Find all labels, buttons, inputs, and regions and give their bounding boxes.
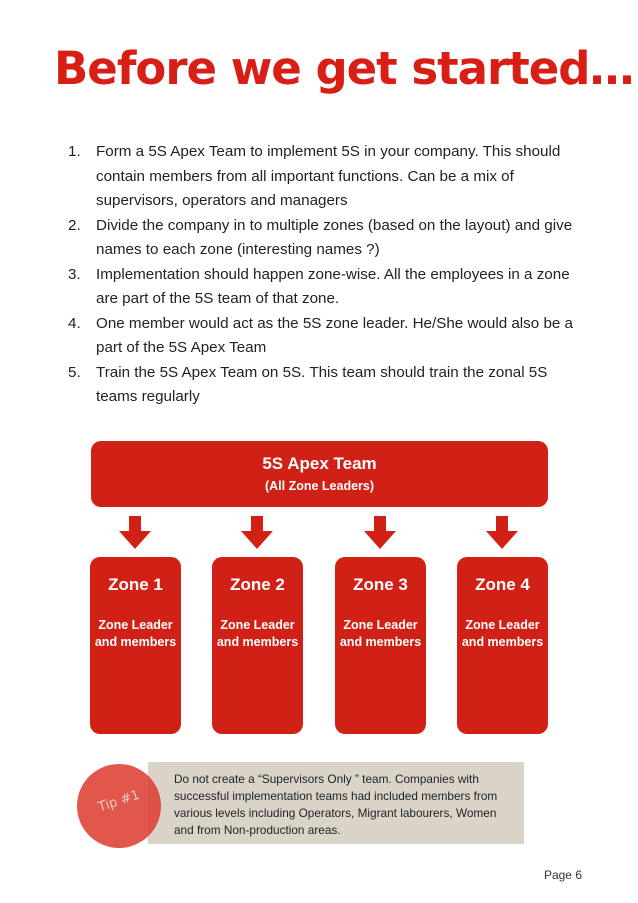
tip-text: Do not create a “Supervisors Only ” team. Companies with successful implementation teams had included members from various levels including Operators, Migrant labourers, Women and from Non-production areas.: [174, 772, 498, 837]
apex-team-title: 5S Apex Team: [262, 454, 377, 473]
tip-badge: [77, 764, 161, 848]
zone-description: Zone Leader and members: [339, 618, 422, 649]
down-arrow-icon: [364, 516, 396, 549]
step-number: 2.: [68, 216, 81, 234]
steps-list: [68, 140, 588, 410]
zone-description: Zone Leader and members: [216, 618, 299, 649]
list-item: [68, 140, 588, 214]
tip-box: [148, 762, 524, 844]
page-number: Page 6: [543, 868, 582, 882]
down-arrow-icon: [486, 516, 518, 549]
list-item: [68, 312, 588, 361]
page-title: Before we get started…: [54, 42, 634, 95]
zone-description: Zone Leader and members: [461, 618, 544, 649]
apex-team-box: [91, 441, 548, 507]
list-item: [68, 263, 588, 312]
zone-title: Zone 1: [108, 575, 163, 594]
zone-box: [457, 557, 548, 734]
step-number: 3.: [68, 265, 81, 283]
step-text: Form a 5S Apex Team to implement 5S in your company. This should contain members from all important functions. Can be a mix of supervisors, operators and managers: [96, 143, 561, 209]
down-arrow-icon: [119, 516, 151, 549]
zone-box: [335, 557, 426, 734]
zone-title: Zone 4: [475, 575, 530, 594]
zone-title: Zone 3: [353, 575, 408, 594]
apex-team-subtitle: (All Zone Leaders): [264, 479, 375, 493]
step-number: 1.: [68, 143, 81, 160]
step-text: Implementation should happen zone-wise. All the employees in a zone are part of the 5S team of that zone.: [96, 265, 570, 307]
step-text: Divide the company in to multiple zones (based on the layout) and give names to each zone (interesting names ?): [96, 216, 573, 258]
list-item: [68, 361, 588, 410]
zone-title: Zone 2: [230, 575, 285, 594]
tip-label: Tip #1: [96, 787, 142, 816]
down-arrow-icon: [241, 516, 273, 549]
step-text: One member would act as the 5S zone leader. He/She would also be a part of the 5S Apex Team: [96, 314, 574, 356]
step-number: 4.: [68, 314, 81, 332]
zone-description: Zone Leader and members: [94, 618, 177, 649]
zone-box: [212, 557, 303, 734]
list-item: [68, 214, 588, 263]
step-number: 5.: [68, 363, 81, 381]
step-text: Train the 5S Apex Team on 5S. This team should train the zonal 5S teams regularly: [96, 363, 548, 405]
zone-box: [90, 557, 181, 734]
